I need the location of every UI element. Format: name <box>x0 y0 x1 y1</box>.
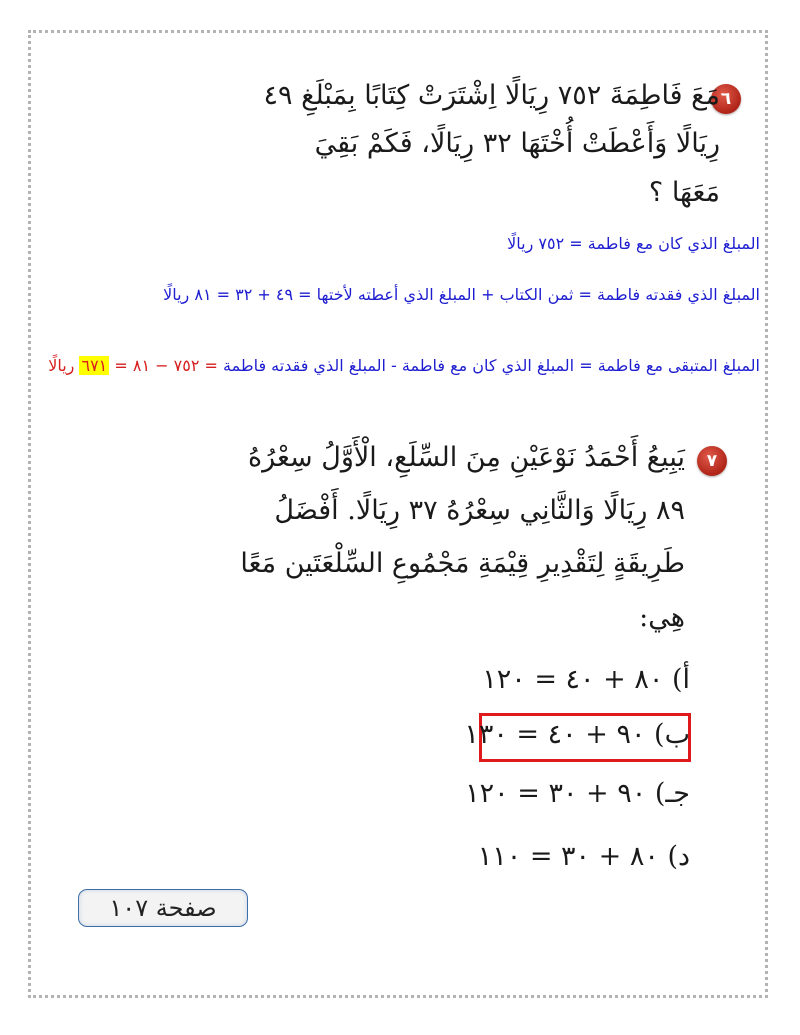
question-6-number: ٦ <box>720 89 732 109</box>
solution-answer-highlight: ٦٧١ <box>81 356 108 375</box>
page-number-label: صفحة ١٠٧ <box>109 894 217 922</box>
option-c[interactable]: جـ) ٩٠ + ٣٠ = ١٢٠ <box>465 778 690 809</box>
question-7-line-3: طَرِيقَةٍ لِتَقْدِيرِ قِيْمَةِ مَجْمُوعِ السِّلْعَتَين مَعًا <box>240 548 685 579</box>
question-6-line-2: رِيَالًا وَأَعْطَتْ أُخْتَهَا ٣٢ رِيَالًا، فَكَمْ بَقِيَ <box>314 128 720 159</box>
question-7-line-2: ٨٩ رِيَالًا وَالثَّانِي سِعْرُهُ ٣٧ رِيَالًا. أَفْضَلُ <box>274 495 685 526</box>
option-b[interactable]: ب) ٩٠ + ٤٠ = ١٣٠ <box>464 719 690 750</box>
option-a[interactable]: أ) ٨٠ + ٤٠ = ١٢٠ <box>482 664 690 695</box>
question-6-line-3: مَعَهَا ؟ <box>648 177 720 208</box>
solution-answer-unit: ريالًا <box>48 356 75 375</box>
solution-line-1: المبلغ الذي كان مع فاطمة = ٧٥٢ ريالًا <box>507 234 760 253</box>
option-d[interactable]: د) ٨٠ + ٣٠ = ١١٠ <box>477 841 690 872</box>
question-7-line-4: هِي: <box>639 602 685 633</box>
solution-line-3-equation: = ٧٥٢ − ٨١ = <box>114 356 218 375</box>
question-7-line-1: يَبِيعُ أَحْمَدُ نَوْعَيْنِ مِنَ السِّلَعِ، الْأَوَّلُ سِعْرُهُ <box>247 442 685 473</box>
solution-line-3-text: المبلغ المتبقى مع فاطمة = المبلغ الذي كان مع فاطمة - المبلغ الذي فقدته فاطمة <box>223 356 760 375</box>
question-7-number: ٧ <box>706 451 718 471</box>
solution-line-2: المبلغ الذي فقدته فاطمة = ثمن الكتاب + المبلغ الذي أعطته لأختها = ٤٩ + ٣٢ = ٨١ ريالًا <box>163 285 760 304</box>
question-7-number-badge <box>697 446 727 476</box>
page-number-badge <box>78 889 248 927</box>
solution-line-3 <box>40 355 760 377</box>
question-6-line-1: مَعَ فَاطِمَةَ ٧٥٢ رِيَالًا اِشْتَرَتْ كِتَابًا بِمَبْلَغِ ٤٩ <box>263 80 720 111</box>
